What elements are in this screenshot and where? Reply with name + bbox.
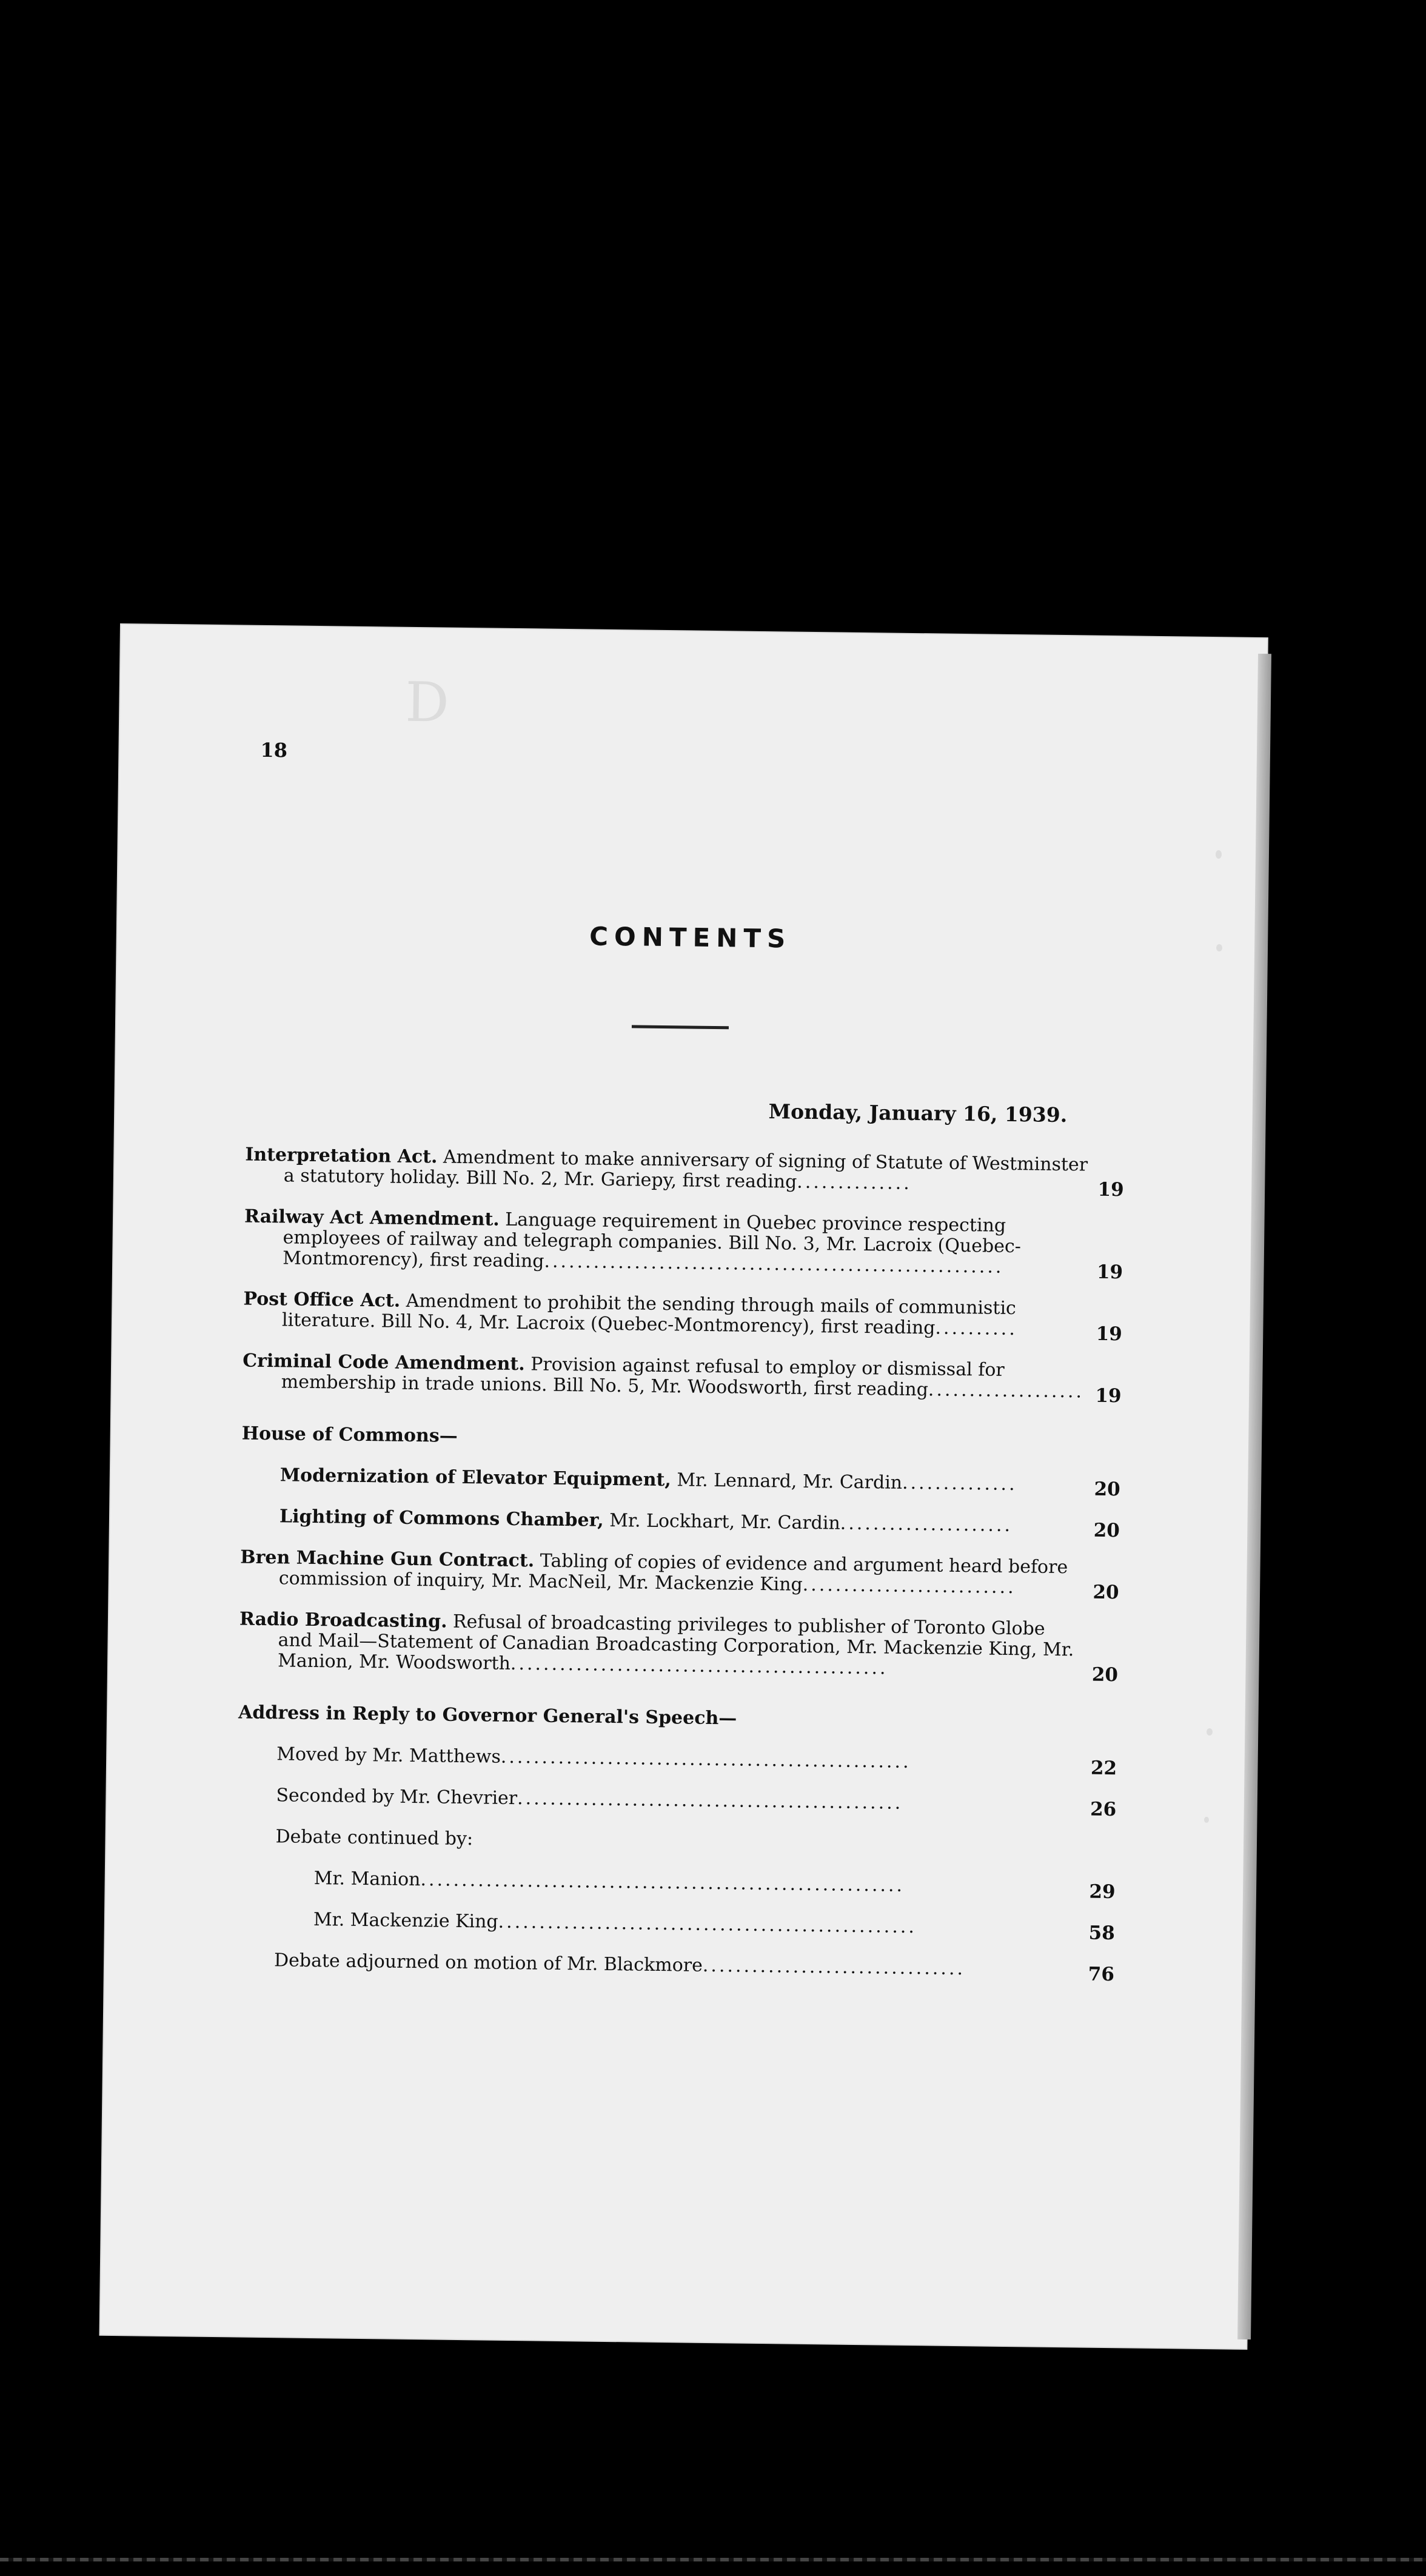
entry-page: 22 bbox=[1090, 1757, 1117, 1780]
contents-entry bbox=[237, 1785, 1117, 1821]
entry-page: 20 bbox=[1093, 1581, 1119, 1604]
contents-entry bbox=[236, 1908, 1115, 1945]
margin-speck bbox=[1204, 1817, 1209, 1823]
entry-text: Amendment to make anniversary of signing of Statute of Westminster a statutory holiday. Bill No. 2, Mr. Gariepy, first reading bbox=[283, 1146, 1088, 1193]
contents-entry bbox=[245, 1144, 1125, 1201]
contents-entry bbox=[240, 1546, 1120, 1604]
contents-entry bbox=[236, 1867, 1116, 1903]
contents-entry bbox=[239, 1608, 1119, 1686]
entry-text: Amendment to prohibit the sending through mails of communistic literature. Bill No. 4, Mr. Lacroix (Quebec-Montmorency), first reading bbox=[281, 1290, 1017, 1339]
entry-title: Criminal Code Amendment. bbox=[242, 1350, 525, 1375]
leader-dots: .............................................. bbox=[510, 1652, 888, 1679]
page-number: 18 bbox=[260, 738, 288, 762]
entry-text: Mr. Lockhart, Mr. Cardin bbox=[603, 1509, 841, 1534]
contents-entry bbox=[238, 1743, 1117, 1780]
entry-page: 29 bbox=[1089, 1880, 1116, 1903]
title-rule bbox=[632, 1025, 729, 1029]
leader-dots: .............. bbox=[902, 1472, 1017, 1495]
debate-continued-label: Debate continued by: bbox=[275, 1826, 474, 1850]
contents-entry bbox=[243, 1288, 1123, 1346]
leader-dots: ............................................... bbox=[517, 1788, 903, 1814]
entry-text: Language requirement in Quebec province respecting employees of railway and telegraph companies. Bill No. 3, Mr. Lacroix (Quebec-Montmorency), first reading bbox=[283, 1209, 1022, 1272]
entry-page: 20 bbox=[1091, 1663, 1119, 1686]
entry-page: 19 bbox=[1096, 1323, 1123, 1346]
entry-page: 19 bbox=[1097, 1178, 1124, 1201]
entry-page: 19 bbox=[1096, 1261, 1123, 1284]
entry-title: Interpretation Act. bbox=[245, 1144, 438, 1168]
entry-page: 58 bbox=[1088, 1922, 1115, 1945]
contents-entry bbox=[241, 1464, 1120, 1501]
contents-entry bbox=[241, 1506, 1120, 1542]
entry-text: Refusal of broadcasting privileges to publisher of Toronto Globe and Mail—Statement of Canadian Broadcasting Corporation, Mr. Mackenzie King, Mr. Manion, Mr. Woodsworth bbox=[277, 1611, 1074, 1674]
leader-dots: ................................................... bbox=[498, 1911, 917, 1938]
leader-dots: .................................................. bbox=[500, 1746, 911, 1773]
entry-text: Seconded by Mr. Chevrier bbox=[276, 1785, 518, 1810]
contents-entry bbox=[235, 1950, 1115, 1986]
leader-dots: .......................... bbox=[802, 1574, 1016, 1598]
entry-page: 20 bbox=[1093, 1519, 1120, 1542]
faint-stamp-mark: D bbox=[404, 670, 450, 735]
contents-list bbox=[235, 1145, 1124, 2002]
film-edge-strip bbox=[0, 2558, 1426, 2561]
entry-text: Mr. Lennard, Mr. Cardin bbox=[671, 1469, 903, 1494]
entry-text: Debate adjourned on motion of Mr. Blackmore bbox=[273, 1950, 703, 1976]
entry-text: Provision against refusal to employ or dismissal for membership in trade unions. Bill No. 5, Mr. Woodsworth, first reading bbox=[281, 1353, 1005, 1401]
leader-dots: .......... bbox=[935, 1317, 1018, 1340]
margin-speck bbox=[1216, 944, 1222, 951]
entry-page: 76 bbox=[1088, 1963, 1115, 1986]
entry-title: Railway Act Amendment. bbox=[244, 1206, 500, 1230]
leader-dots: .............. bbox=[797, 1171, 912, 1194]
contents-title: CONTENTS bbox=[589, 921, 792, 954]
entry-page: 20 bbox=[1094, 1478, 1120, 1501]
margin-speck bbox=[1207, 1728, 1213, 1736]
entry-title: Post Office Act. bbox=[243, 1288, 401, 1312]
entry-text: Mr. Mackenzie King bbox=[313, 1909, 498, 1933]
leader-dots: ................................ bbox=[702, 1954, 966, 1980]
entry-title: Bren Machine Gun Contract. bbox=[240, 1546, 535, 1572]
entry-page: 26 bbox=[1090, 1798, 1117, 1821]
contents-entry bbox=[244, 1206, 1123, 1284]
entry-page: 19 bbox=[1095, 1384, 1122, 1407]
entry-title: Radio Broadcasting. bbox=[239, 1608, 447, 1632]
leader-dots: ................... bbox=[928, 1379, 1085, 1403]
document-page bbox=[101, 625, 1267, 2349]
entry-text: Mr. Manion bbox=[313, 1868, 421, 1891]
margin-speck bbox=[1216, 850, 1222, 859]
house-of-commons-heading: House of Commons— bbox=[241, 1423, 458, 1447]
entry-text: Tabling of copies of evidence and argument heard before commission of inquiry, Mr. MacNeil, Mr. Mackenzie King bbox=[278, 1550, 1068, 1595]
sitting-date: Monday, January 16, 1939. bbox=[768, 1099, 1068, 1127]
leader-dots: ........................................................ bbox=[544, 1250, 1004, 1278]
address-in-reply-heading: Address in Reply to Governor General's Speech— bbox=[238, 1702, 737, 1729]
leader-dots: ..................... bbox=[840, 1512, 1013, 1537]
entry-title: Lighting of Commons Chamber, bbox=[279, 1506, 604, 1531]
leader-dots: ........................................................... bbox=[420, 1869, 905, 1896]
entry-title: Modernization of Elevator Equipment, bbox=[280, 1464, 672, 1491]
entry-text: Moved by Mr. Matthews bbox=[276, 1743, 501, 1768]
contents-entry bbox=[242, 1350, 1122, 1407]
